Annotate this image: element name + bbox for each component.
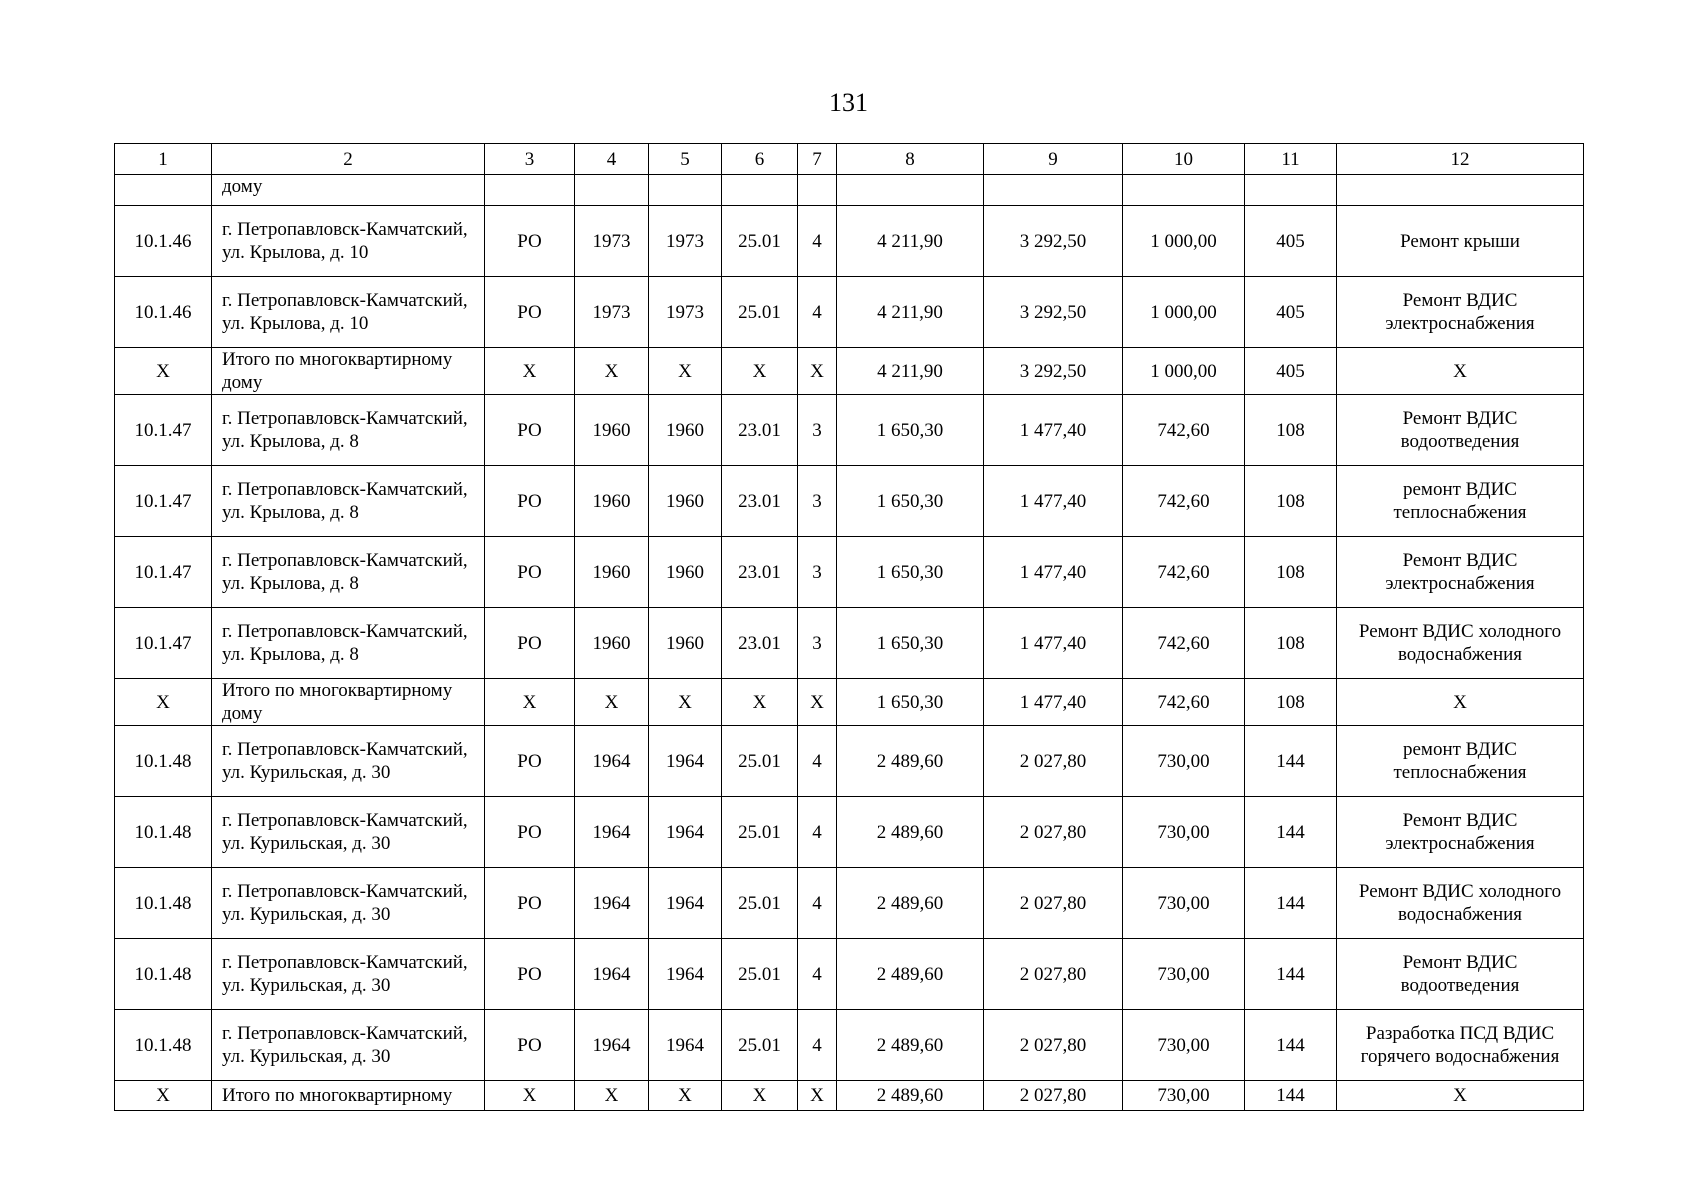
ownership-type-cell: РО	[485, 939, 575, 1010]
address-cell: г. Петропавловск-Камчатский, ул. Крылова, д. 8	[212, 537, 485, 608]
row-number-cell: 10.1.46	[115, 206, 212, 277]
wall-material-cell: 23.01	[722, 466, 798, 537]
residents-cell: 144	[1245, 939, 1337, 1010]
total-area-cell: 2 489,60	[837, 939, 984, 1010]
table-row	[115, 466, 1584, 537]
work-type-cell: X	[1337, 1081, 1584, 1111]
continuation-row	[115, 175, 1584, 206]
residential-area-cell: 2 027,80	[984, 797, 1123, 868]
header-cell: 4	[575, 144, 649, 175]
residents-cell: 144	[1245, 1010, 1337, 1081]
build-year-cell: X	[575, 679, 649, 726]
residential-area-cell: 3 292,50	[984, 206, 1123, 277]
floors-cell: 4	[798, 1010, 837, 1081]
floors-cell: 3	[798, 466, 837, 537]
non-residential-area-cell: 742,60	[1123, 466, 1245, 537]
build-year-cell: 1960	[575, 466, 649, 537]
floors-cell: 3	[798, 537, 837, 608]
work-type-cell: Ремонт ВДИС водоотведения	[1337, 395, 1584, 466]
wall-material-cell: 25.01	[722, 206, 798, 277]
work-type-cell: ремонт ВДИС теплоснабжения	[1337, 466, 1584, 537]
non-residential-area-cell: 742,60	[1123, 537, 1245, 608]
row-number-cell: 10.1.47	[115, 608, 212, 679]
row-number-cell: 10.1.47	[115, 466, 212, 537]
address-cell: Итого по многоквартирному дому	[212, 348, 485, 395]
table-cell	[1245, 175, 1337, 206]
ownership-type-cell: РО	[485, 537, 575, 608]
wall-material-cell: 23.01	[722, 537, 798, 608]
header-cell: 1	[115, 144, 212, 175]
build-year-cell: 1973	[575, 206, 649, 277]
wall-material-cell: 25.01	[722, 277, 798, 348]
residential-area-cell: 3 292,50	[984, 277, 1123, 348]
wall-material-cell: 25.01	[722, 1010, 798, 1081]
address-cell: Итого по многоквартирному дому	[212, 679, 485, 726]
non-residential-area-cell: 1 000,00	[1123, 348, 1245, 395]
commission-year-cell: 1960	[649, 395, 722, 466]
total-area-cell: 1 650,30	[837, 608, 984, 679]
address-cell: г. Петропавловск-Камчатский, ул. Крылова, д. 8	[212, 466, 485, 537]
total-area-cell: 1 650,30	[837, 466, 984, 537]
table-cell	[485, 175, 575, 206]
table-row	[115, 726, 1584, 797]
table-cell	[837, 175, 984, 206]
commission-year-cell: 1964	[649, 1010, 722, 1081]
residents-cell: 108	[1245, 608, 1337, 679]
address-cell: г. Петропавловск-Камчатский, ул. Курильская, д. 30	[212, 1010, 485, 1081]
wall-material-cell: X	[722, 679, 798, 726]
row-number-cell: 10.1.48	[115, 1010, 212, 1081]
residential-area-cell: 1 477,40	[984, 608, 1123, 679]
work-type-cell: Ремонт ВДИС электроснабжения	[1337, 277, 1584, 348]
residents-cell: 144	[1245, 868, 1337, 939]
floors-cell: X	[798, 348, 837, 395]
header-cell: 12	[1337, 144, 1584, 175]
address-cell: г. Петропавловск-Камчатский, ул. Крылова, д. 8	[212, 395, 485, 466]
residents-cell: 108	[1245, 466, 1337, 537]
total-area-cell: 2 489,60	[837, 726, 984, 797]
total-area-cell: 2 489,60	[837, 1010, 984, 1081]
work-type-cell: Ремонт ВДИС водоотведения	[1337, 939, 1584, 1010]
total-area-cell: 1 650,30	[837, 537, 984, 608]
residents-cell: 144	[1245, 797, 1337, 868]
row-number-cell: X	[115, 1081, 212, 1111]
header-cell: 10	[1123, 144, 1245, 175]
floors-cell: 4	[798, 939, 837, 1010]
ownership-type-cell: РО	[485, 466, 575, 537]
row-number-cell: 10.1.46	[115, 277, 212, 348]
row-number-cell: 10.1.47	[115, 395, 212, 466]
wall-material-cell: 25.01	[722, 797, 798, 868]
non-residential-area-cell: 730,00	[1123, 1081, 1245, 1111]
table-row	[115, 868, 1584, 939]
work-type-cell: X	[1337, 679, 1584, 726]
ownership-type-cell: РО	[485, 277, 575, 348]
work-type-cell: Ремонт крыши	[1337, 206, 1584, 277]
work-type-cell: Ремонт ВДИС холодного водоснабжения	[1337, 868, 1584, 939]
commission-year-cell: 1964	[649, 939, 722, 1010]
total-area-cell: 4 211,90	[837, 348, 984, 395]
work-type-cell: Ремонт ВДИС холодного водоснабжения	[1337, 608, 1584, 679]
header-cell: 5	[649, 144, 722, 175]
row-number-cell: X	[115, 348, 212, 395]
address-cell: Итого по многоквартирному	[212, 1081, 485, 1111]
address-cell: г. Петропавловск-Камчатский, ул. Курильская, д. 30	[212, 939, 485, 1010]
floors-cell: X	[798, 1081, 837, 1111]
floors-cell: 3	[798, 395, 837, 466]
table-cell	[798, 175, 837, 206]
residents-cell: 108	[1245, 395, 1337, 466]
total-area-cell: 4 211,90	[837, 277, 984, 348]
non-residential-area-cell: 742,60	[1123, 679, 1245, 726]
residential-area-cell: 2 027,80	[984, 868, 1123, 939]
build-year-cell: 1964	[575, 726, 649, 797]
total-area-cell: 1 650,30	[837, 395, 984, 466]
address-cell: г. Петропавловск-Камчатский, ул. Курильская, д. 30	[212, 726, 485, 797]
row-number-cell: 10.1.48	[115, 726, 212, 797]
residential-area-cell: 3 292,50	[984, 348, 1123, 395]
commission-year-cell: 1960	[649, 608, 722, 679]
header-cell: 11	[1245, 144, 1337, 175]
residents-cell: 144	[1245, 726, 1337, 797]
residential-area-cell: 2 027,80	[984, 1010, 1123, 1081]
table-cell	[575, 175, 649, 206]
build-year-cell: 1960	[575, 537, 649, 608]
non-residential-area-cell: 730,00	[1123, 1010, 1245, 1081]
subtotal-row	[115, 348, 1584, 395]
ownership-type-cell: X	[485, 679, 575, 726]
wall-material-cell: 23.01	[722, 395, 798, 466]
subtotal-row	[115, 1081, 1584, 1111]
table-cell	[984, 175, 1123, 206]
table-row	[115, 277, 1584, 348]
wall-material-cell: 25.01	[722, 868, 798, 939]
address-cell: г. Петропавловск-Камчатский, ул. Крылова, д. 10	[212, 277, 485, 348]
residents-cell: 405	[1245, 277, 1337, 348]
ownership-type-cell: РО	[485, 868, 575, 939]
ownership-type-cell: X	[485, 1081, 575, 1111]
non-residential-area-cell: 730,00	[1123, 868, 1245, 939]
build-year-cell: 1964	[575, 939, 649, 1010]
wall-material-cell: 23.01	[722, 608, 798, 679]
residents-cell: 108	[1245, 537, 1337, 608]
wall-material-cell: X	[722, 1081, 798, 1111]
work-type-cell: ремонт ВДИС теплоснабжения	[1337, 726, 1584, 797]
commission-year-cell: X	[649, 348, 722, 395]
commission-year-cell: 1973	[649, 277, 722, 348]
non-residential-area-cell: 1 000,00	[1123, 206, 1245, 277]
floors-cell: 4	[798, 277, 837, 348]
non-residential-area-cell: 730,00	[1123, 726, 1245, 797]
residential-area-cell: 1 477,40	[984, 466, 1123, 537]
ownership-type-cell: РО	[485, 608, 575, 679]
work-type-cell: Ремонт ВДИС электроснабжения	[1337, 797, 1584, 868]
floors-cell: 3	[798, 608, 837, 679]
total-area-cell: 2 489,60	[837, 868, 984, 939]
floors-cell: 4	[798, 868, 837, 939]
ownership-type-cell: X	[485, 348, 575, 395]
work-type-cell: Разработка ПСД ВДИС горячего водоснабжения	[1337, 1010, 1584, 1081]
commission-year-cell: 1960	[649, 537, 722, 608]
residents-cell: 108	[1245, 679, 1337, 726]
residential-area-cell: 2 027,80	[984, 1081, 1123, 1111]
table-row	[115, 797, 1584, 868]
wall-material-cell: 25.01	[722, 726, 798, 797]
floors-cell: X	[798, 679, 837, 726]
build-year-cell: 1964	[575, 868, 649, 939]
subtotal-row	[115, 679, 1584, 726]
table-cell	[1337, 175, 1584, 206]
address-cell: г. Петропавловск-Камчатский, ул. Крылова, д. 10	[212, 206, 485, 277]
row-number-cell: X	[115, 679, 212, 726]
residential-area-cell: 2 027,80	[984, 726, 1123, 797]
address-cell: г. Петропавловск-Камчатский, ул. Курильская, д. 30	[212, 797, 485, 868]
build-year-cell: 1964	[575, 1010, 649, 1081]
residents-cell: 144	[1245, 1081, 1337, 1111]
table-cell	[115, 175, 212, 206]
work-type-cell: X	[1337, 348, 1584, 395]
header-cell: 2	[212, 144, 485, 175]
residential-area-cell: 1 477,40	[984, 395, 1123, 466]
build-year-cell: X	[575, 1081, 649, 1111]
row-number-cell: 10.1.47	[115, 537, 212, 608]
commission-year-cell: X	[649, 1081, 722, 1111]
table-row	[115, 608, 1584, 679]
total-area-cell: 4 211,90	[837, 206, 984, 277]
header-cell: 7	[798, 144, 837, 175]
row-number-cell: 10.1.48	[115, 797, 212, 868]
total-area-cell: 2 489,60	[837, 1081, 984, 1111]
commission-year-cell: 1973	[649, 206, 722, 277]
ownership-type-cell: РО	[485, 1010, 575, 1081]
address-cell: г. Петропавловск-Камчатский, ул. Крылова, д. 8	[212, 608, 485, 679]
capital-repair-table	[114, 143, 1584, 1111]
ownership-type-cell: РО	[485, 797, 575, 868]
commission-year-cell: 1964	[649, 797, 722, 868]
continuation-text: дому	[212, 175, 485, 206]
commission-year-cell: X	[649, 679, 722, 726]
table-row	[115, 206, 1584, 277]
floors-cell: 4	[798, 797, 837, 868]
non-residential-area-cell: 742,60	[1123, 608, 1245, 679]
non-residential-area-cell: 730,00	[1123, 797, 1245, 868]
residents-cell: 405	[1245, 348, 1337, 395]
ownership-type-cell: РО	[485, 726, 575, 797]
wall-material-cell: X	[722, 348, 798, 395]
floors-cell: 4	[798, 726, 837, 797]
page-number: 131	[829, 88, 868, 117]
table-row	[115, 939, 1584, 1010]
table-cell	[649, 175, 722, 206]
build-year-cell: 1960	[575, 395, 649, 466]
build-year-cell: 1973	[575, 277, 649, 348]
header-cell: 9	[984, 144, 1123, 175]
header-cell: 3	[485, 144, 575, 175]
non-residential-area-cell: 730,00	[1123, 939, 1245, 1010]
non-residential-area-cell: 1 000,00	[1123, 277, 1245, 348]
residential-area-cell: 1 477,40	[984, 679, 1123, 726]
total-area-cell: 2 489,60	[837, 797, 984, 868]
build-year-cell: 1964	[575, 797, 649, 868]
residential-area-cell: 2 027,80	[984, 939, 1123, 1010]
residents-cell: 405	[1245, 206, 1337, 277]
table-row	[115, 537, 1584, 608]
build-year-cell: 1960	[575, 608, 649, 679]
address-cell: г. Петропавловск-Камчатский, ул. Курильская, д. 30	[212, 868, 485, 939]
work-type-cell: Ремонт ВДИС электроснабжения	[1337, 537, 1584, 608]
build-year-cell: X	[575, 348, 649, 395]
residential-area-cell: 1 477,40	[984, 537, 1123, 608]
table-row	[115, 1010, 1584, 1081]
header-row	[115, 144, 1584, 175]
table-cell	[722, 175, 798, 206]
row-number-cell: 10.1.48	[115, 939, 212, 1010]
row-number-cell: 10.1.48	[115, 868, 212, 939]
total-area-cell: 1 650,30	[837, 679, 984, 726]
wall-material-cell: 25.01	[722, 939, 798, 1010]
commission-year-cell: 1964	[649, 868, 722, 939]
commission-year-cell: 1960	[649, 466, 722, 537]
ownership-type-cell: РО	[485, 395, 575, 466]
header-cell: 6	[722, 144, 798, 175]
non-residential-area-cell: 742,60	[1123, 395, 1245, 466]
header-cell: 8	[837, 144, 984, 175]
commission-year-cell: 1964	[649, 726, 722, 797]
ownership-type-cell: РО	[485, 206, 575, 277]
table-cell	[1123, 175, 1245, 206]
table-row	[115, 395, 1584, 466]
floors-cell: 4	[798, 206, 837, 277]
